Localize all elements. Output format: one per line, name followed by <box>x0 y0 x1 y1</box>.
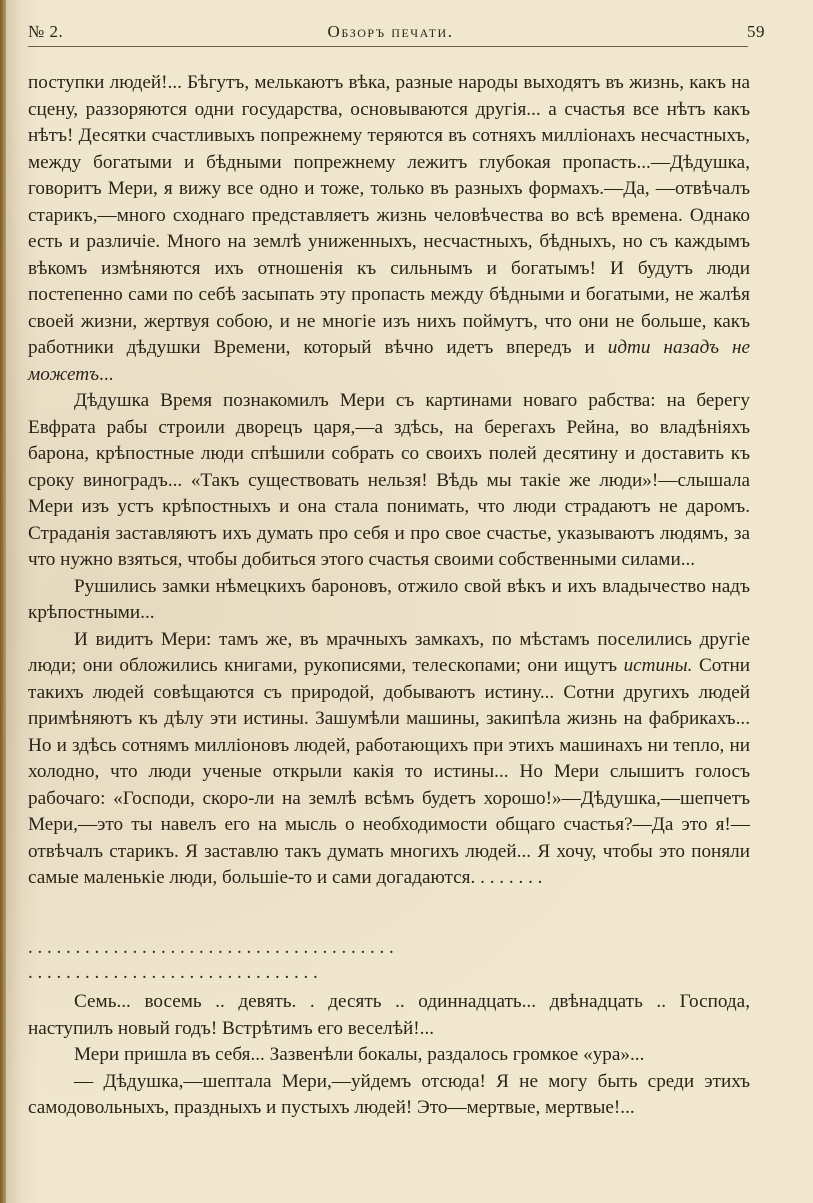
page-number: 59 <box>747 22 765 41</box>
paragraph-1 <box>28 70 750 388</box>
running-header <box>28 22 765 48</box>
separator-dots: . . . . . . . . . . . . . . . . . . . . . . . . . . . . . . . <box>28 962 318 983</box>
paragraph-4 <box>28 627 750 892</box>
paragraph-text: поступки людей!... Бѣгутъ, мелькаютъ вѣка, разные народы выходятъ въ жизнь, какъ на сцену, раззоряются одни государства, основываются другія... а счастья все нѣтъ какъ нѣтъ! Десятки счастливыхъ попрежнему теряются въ сотняхъ милліонахъ несчастныхъ, между богатыми и бѣдными попрежнему лежитъ глубокая пропасть...—Дѣдушка, говоритъ Мери, я вижу все одно и тоже, только въ разныхъ формахъ.—Да, —отвѣчалъ старикъ,—много сходнаго представляетъ жизнь человѣчества во всѣ времена. Однако есть и различіе. Много на землѣ униженныхъ, несчастныхъ, бѣдныхъ, но съ каждымъ вѣкомъ измѣняются ихъ отношенія къ сильнымъ и богатымъ! И будутъ люди постепенно сами по себѣ засыпать эту пропасть между бѣдными и богатыми, не жалѣя своей жизни, жертвуя собою, и не многіе изъ нихъ поймутъ, что они не больше, какъ работники дѣдушки Времени, который вѣчно идетъ впередъ и <box>28 72 750 358</box>
paragraph-3 <box>28 574 750 627</box>
paragraph-7 <box>28 1069 750 1122</box>
paragraph-text: Сотни такихъ людей совѣщаются съ природой, добываютъ истину... Сотни другихъ людей примѣняютъ къ дѣлу эти истины. Зашумѣли машины, закипѣла жизнь на фабрикахъ... Но и здѣсь сотнямъ милліоновъ людей, работающихъ при этихъ машинахъ ни тепло, ни холодно, что люди ученые открыли какія то истины... Но Мери слышитъ голосъ рабочаго: «Господи, скоро-ли на землѣ всѣмъ будетъ хорошо!»—Дѣдушка,—шепчетъ Мери,—это ты навелъ его на мысль о необходимости общаго счастья?—Да это я!—отвѣчалъ старикъ. Я заставлю такъ думать многихъ людей... Я хочу, чтобы это поняли самые маленькіе люди, большіе-то и сами догадаются. . . . . . . . <box>28 655 750 888</box>
paragraph-tail: ... <box>99 363 114 385</box>
header-rule <box>28 46 748 47</box>
paragraph-emphasis: истины. <box>623 655 693 676</box>
paragraph-emphasis: идти назадъ не можетъ <box>28 337 751 385</box>
running-title: Обзоръ печати. <box>327 22 454 41</box>
paragraph-text-before: И видитъ Мери: тамъ же, въ мрачныхъ замкахъ, по мѣстамъ поселились другіе люди; они обложились книгами, рукописями, телескопами; они ищутъ <box>28 628 750 676</box>
separator-dots: . . . . . . . . . . . . . . . . . . . . . . . . . . . . . . . . . . . . . . . <box>28 937 394 958</box>
paragraph-text: Семь... восемь .. девять. . десять .. одиннадцать... двѣнадцать .. Господа, наступилъ новый годъ! Встрѣтимъ его веселѣй!... <box>28 991 750 1039</box>
paragraph-5 <box>28 989 750 1042</box>
paragraph-text: Дѣдушка Время познакомилъ Мери съ картинами новаго рабства: на берегу Евфрата рабы строили дворецъ царя,—а здѣсь, на берегахъ Рейна, во владѣніяхъ барона, крѣпостные люди спѣшили собрать со своихъ полей десятину и доставить къ сроку виноградъ... «Такъ существовать нельзя! Вѣдь мы такіе же люди»!—слышала Мери изъ устъ крѣпостныхъ и она стала понимать, что люди страдаютъ не даромъ. Страданія заставляютъ ихъ думать про себя и про свое счастье, указываютъ людямъ, за что нужно взяться, чтобы добиться этого счастья своими собственными силами... <box>28 390 750 570</box>
paragraph-text: — Дѣдушка,—шептала Мери,—уйдемъ отсюда! Я не могу быть среди этихъ самодовольныхъ, праздныхъ и пустыхъ людей! Это—мертвые, мертвые!... <box>28 1070 750 1118</box>
paragraph-text: Мери пришла въ себя... Зазвенѣли бокалы, раздалось громкое «ура»... <box>74 1044 645 1065</box>
issue-number: № 2. <box>28 22 64 41</box>
paragraph-2 <box>28 388 750 574</box>
body-text-continued <box>28 989 750 1122</box>
page-spine-edge <box>0 0 6 1203</box>
paragraph-text: Рушились замки нѣмецкихъ бароновъ, отжило свой вѣкъ и ихъ владычество надъ крѣпостными... <box>28 575 750 623</box>
body-text <box>28 70 750 892</box>
paragraph-6 <box>28 1042 750 1069</box>
